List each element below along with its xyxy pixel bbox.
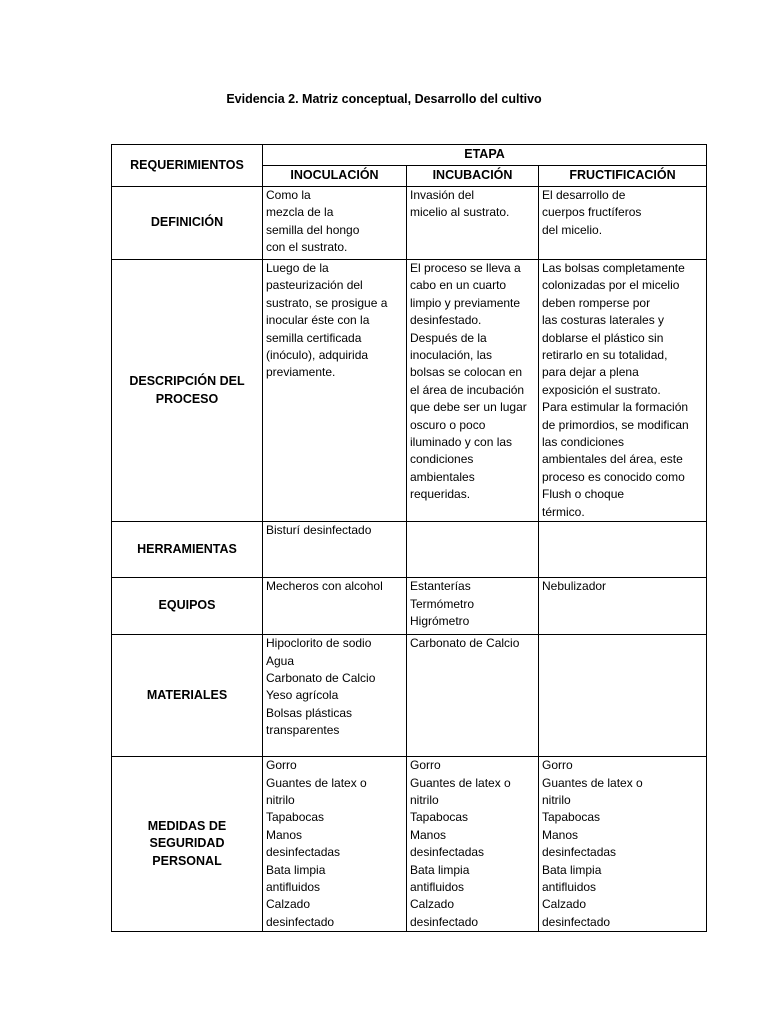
cell-text-line: micelio al sustrato. xyxy=(410,205,510,220)
cell-text-line: Manos xyxy=(542,827,579,842)
cell-tools-inoculation xyxy=(263,522,407,578)
cell-text-line: Higrómetro xyxy=(410,613,470,628)
cell-text-line: desinfectado xyxy=(410,914,479,929)
cell-text-line: Calzado xyxy=(266,897,311,912)
cell-text-line: nitrilo xyxy=(542,792,571,807)
cell-text-line: que debe ser un lugar xyxy=(410,400,527,415)
cell-text-line: Las bolsas completamente xyxy=(542,261,685,275)
cell-definition-fructification xyxy=(539,187,707,260)
cell-process-fructification xyxy=(539,260,707,522)
cell-text-line: transparentes xyxy=(266,723,340,738)
cell-text-line: Guantes de latex o xyxy=(542,775,643,790)
cell-materials-fructification xyxy=(539,635,707,757)
cell-text-line: cabo en un cuarto xyxy=(410,278,507,293)
cell-text-line: nitrilo xyxy=(266,792,295,807)
cell-text-line: Manos xyxy=(410,827,447,842)
cell-equipment-fructification xyxy=(539,578,707,635)
cell-text-line: Carbonato de Calcio xyxy=(266,670,376,685)
cell-text-line: Tapabocas xyxy=(410,810,469,825)
cell-text-line: las costuras laterales y xyxy=(542,313,665,328)
cell-text-line: doblarse el plástico sin xyxy=(542,330,664,345)
cell-tools-fructification xyxy=(539,522,707,578)
stage-header-inoculation: INOCULACIÓN xyxy=(263,166,407,187)
cell-safety-fructification xyxy=(539,757,707,932)
cell-text-line: Bisturí desinfectado xyxy=(266,523,372,538)
cell-text-line: Termómetro xyxy=(410,596,475,611)
table-row-definition xyxy=(112,187,707,260)
cell-text-line: Tapabocas xyxy=(542,810,601,825)
row-label-process-description: DESCRIPCIÓN DEL PROCESO xyxy=(112,260,263,522)
stage-header: ETAPA xyxy=(263,145,707,166)
cell-text-line: sustrato, se prosigue a xyxy=(266,295,388,310)
cell-text-line: Hipoclorito de sodio xyxy=(266,636,372,651)
cell-text-line: Guantes de latex o xyxy=(410,775,511,790)
cell-text-line: proceso es conocido como xyxy=(542,469,685,484)
cell-text-line: el área de incubación xyxy=(410,382,525,397)
cell-text-line: Mecheros con alcohol xyxy=(266,579,383,594)
cell-text-line: colonizadas por el micelio xyxy=(542,278,680,293)
cell-text-line: desinfectadas xyxy=(542,845,617,860)
stage-header-incubation: INCUBACIÓN xyxy=(407,166,539,187)
cell-process-incubation xyxy=(407,260,539,522)
cell-text-line: semilla certificada xyxy=(266,330,362,345)
cell-text-line: Gorro xyxy=(542,758,573,773)
cell-text-line: desinfestado. xyxy=(410,313,482,328)
cell-text-line: previamente. xyxy=(266,365,336,380)
cell-text-line: Bolsas plásticas xyxy=(266,705,353,720)
table-row-process-description xyxy=(112,260,707,522)
row-label-equipment: EQUIPOS xyxy=(112,578,263,635)
cell-text-line: inoculación, las xyxy=(410,348,493,363)
cell-text-line: iluminado y con las xyxy=(410,435,513,450)
cell-safety-incubation xyxy=(407,757,539,932)
cell-text-line: con el sustrato. xyxy=(266,240,348,255)
cell-text-line: Gorro xyxy=(410,758,441,773)
cell-text-line: Bata limpia xyxy=(542,862,602,877)
stage-header-fructification: FRUCTIFICACIÓN xyxy=(539,166,707,187)
cell-text-line: Calzado xyxy=(542,897,587,912)
cell-text-line: Para estimular la formación xyxy=(542,400,689,415)
conceptual-matrix-table xyxy=(111,144,707,932)
cell-text-line: de primordios, se modifican xyxy=(542,417,689,432)
cell-tools-incubation xyxy=(407,522,539,578)
cell-text-line: requeridas. xyxy=(410,487,471,502)
document-title: Evidencia 2. Matriz conceptual, Desarrollo del cultivo xyxy=(226,92,542,106)
table-row-tools xyxy=(112,522,707,578)
cell-text-line: Gorro xyxy=(266,758,297,773)
cell-text-line: antifluidos xyxy=(266,879,321,894)
cell-text-line: condiciones xyxy=(410,452,474,467)
cell-text-line: Manos xyxy=(266,827,303,842)
row-label-materials: MATERIALES xyxy=(112,635,263,757)
cell-text-line: Agua xyxy=(266,653,295,668)
cell-safety-inoculation xyxy=(263,757,407,932)
cell-text-line: deben romperse por xyxy=(542,295,651,310)
table-row-equipment xyxy=(112,578,707,635)
cell-equipment-incubation xyxy=(407,578,539,635)
cell-text-line: nitrilo xyxy=(410,792,439,807)
row-label-definition: DEFINICIÓN xyxy=(112,187,263,260)
cell-materials-incubation xyxy=(407,635,539,757)
cell-text-line: retirarlo en su totalidad, xyxy=(542,348,668,363)
cell-text-line: Bata limpia xyxy=(410,862,470,877)
cell-text-line: mezcla de la xyxy=(266,205,334,220)
cell-text-line: Luego de la xyxy=(266,261,329,275)
cell-text-line: (inóculo), adquirida xyxy=(266,348,369,363)
cell-text-line: antifluidos xyxy=(410,879,465,894)
cell-text-line: oscuro o poco xyxy=(410,417,486,432)
requirements-header: REQUERIMIENTOS xyxy=(112,145,263,187)
cell-text-line: Después de la xyxy=(410,330,487,345)
cell-text-line: limpio y previamente xyxy=(410,295,521,310)
cell-text-line: ambientales xyxy=(410,469,475,484)
cell-text-line: Nebulizador xyxy=(542,579,607,594)
cell-text-line: del micelio. xyxy=(542,222,603,237)
cell-text-line: las condiciones xyxy=(542,435,625,450)
cell-text-line: bolsas se colocan en xyxy=(410,365,523,380)
cell-definition-inoculation xyxy=(263,187,407,260)
cell-text-line: Bata limpia xyxy=(266,862,326,877)
cell-text-line: Como la xyxy=(266,188,311,202)
cell-text-line: cuerpos fructíferos xyxy=(542,205,642,220)
cell-text-line: pasteurización del xyxy=(266,278,363,293)
cell-text-line: Guantes de latex o xyxy=(266,775,367,790)
table-row-safety-measures xyxy=(112,757,707,932)
cell-text-line: inocular éste con la xyxy=(266,313,370,328)
cell-text-line: Tapabocas xyxy=(266,810,325,825)
cell-text-line: desinfectado xyxy=(266,914,335,929)
cell-text-line: Carbonato de Calcio xyxy=(410,636,520,651)
cell-text-line: Yeso agrícola xyxy=(266,688,339,703)
cell-materials-inoculation xyxy=(263,635,407,757)
cell-text-line: ambientales del área, este xyxy=(542,452,683,467)
cell-text-line: El desarrollo de xyxy=(542,188,626,202)
cell-text-line: Flush o choque xyxy=(542,487,625,502)
cell-text-line: para dejar a plena xyxy=(542,365,639,380)
row-label-safety-measures: MEDIDAS DE SEGURIDAD PERSONAL xyxy=(112,757,263,932)
cell-text-line: El proceso se lleva a xyxy=(410,261,521,275)
cell-text-line: Invasión del xyxy=(410,188,475,202)
cell-text-line: Estanterías xyxy=(410,579,471,594)
cell-text-line: desinfectadas xyxy=(266,845,341,860)
cell-text-line: térmico. xyxy=(542,504,585,519)
cell-text-line: desinfectadas xyxy=(410,845,485,860)
cell-text-line: desinfectado xyxy=(542,914,611,929)
cell-text-line: antifluidos xyxy=(542,879,597,894)
cell-equipment-inoculation xyxy=(263,578,407,635)
cell-definition-incubation xyxy=(407,187,539,260)
cell-process-inoculation xyxy=(263,260,407,522)
cell-text-line: Calzado xyxy=(410,897,455,912)
row-label-tools: HERRAMIENTAS xyxy=(112,522,263,578)
cell-text-line: exposición el sustrato. xyxy=(542,382,661,397)
cell-text-line: semilla del hongo xyxy=(266,222,360,237)
table-row-materials xyxy=(112,635,707,757)
